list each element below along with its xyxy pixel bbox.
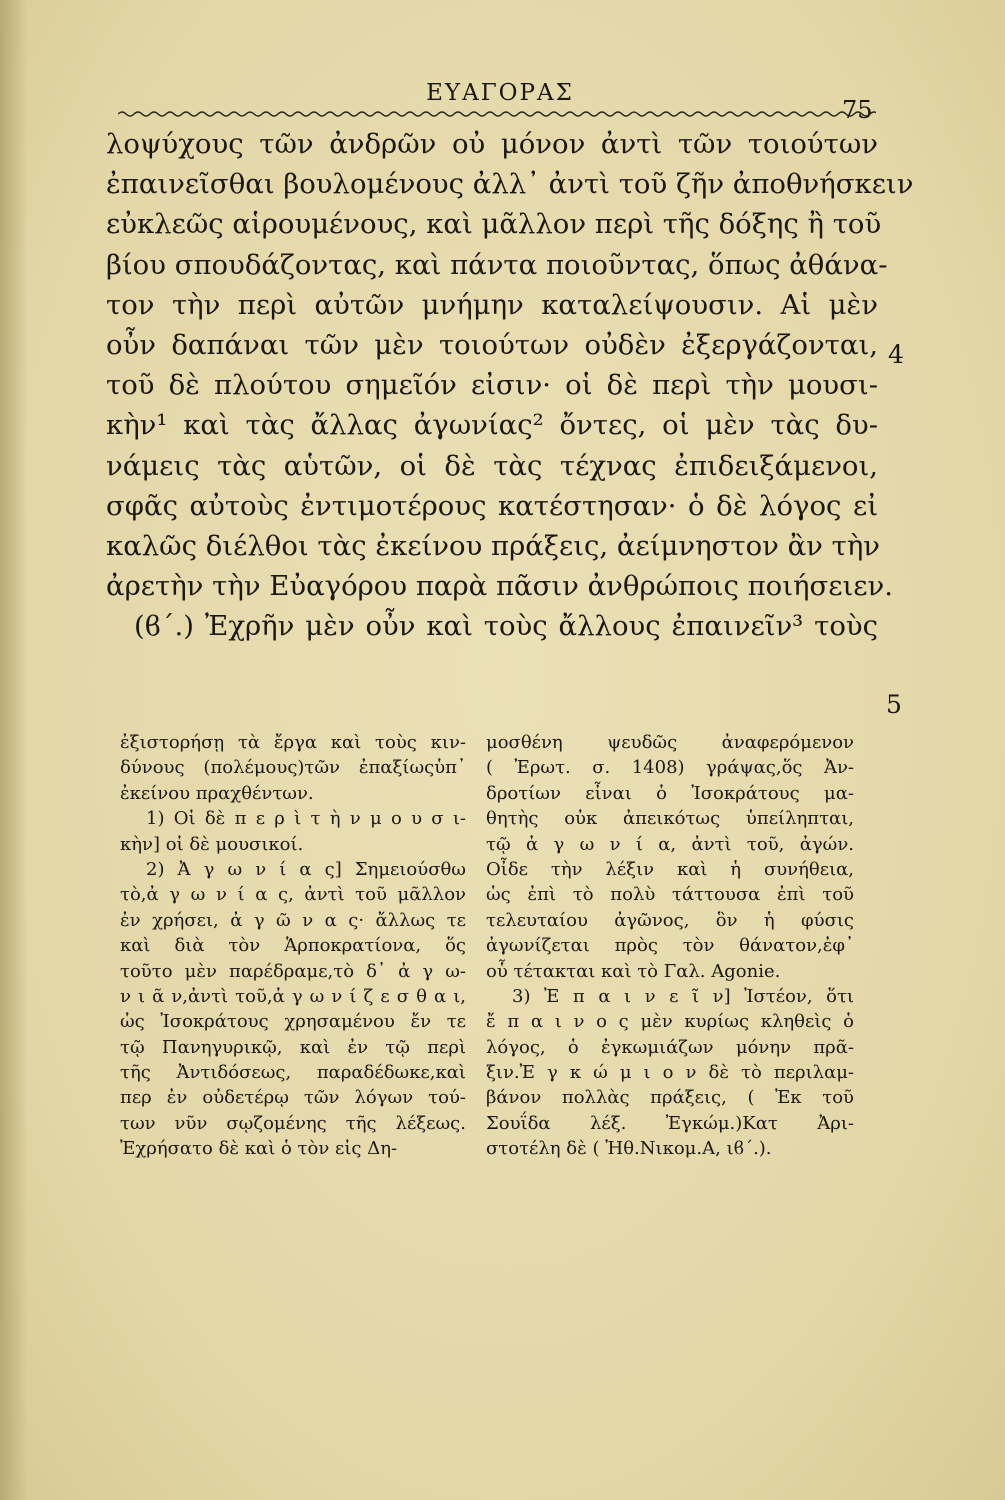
main-text-line: λοψύχους τῶν ἀνδρῶν οὐ μόνον ἀντὶ τῶν τοιούτων xyxy=(106,128,878,160)
footnote-line: ξιν.Ἐ γ κ ώ μ ι ο ν δὲ τὸ περιλαμ- xyxy=(486,1062,854,1084)
footnote-line: Ἐχρήσατο δὲ καὶ ὁ τὸν εἰς Δη- xyxy=(120,1138,398,1160)
main-text-line: καλῶς διέλθοι τὰς ἐκείνου πράξεις, ἀείμνηστον ἂν τὴν xyxy=(106,529,881,562)
main-text xyxy=(106,124,914,646)
margin-section-number: 5 xyxy=(886,690,902,719)
footnote-line: δροτίων εἶναι ὁ Ἰσοκράτους μα- xyxy=(486,782,854,804)
footnote-line: ὡς Ἰσοκράτους χρησαμένου ἔν τε xyxy=(120,1011,466,1033)
footnote-line: τοῦτο μὲν παρέδραμε,τὸ δ᾽ ἀ γ ω- xyxy=(120,960,466,982)
main-text-line: (ϐ΄.) Ἐχρῆν μὲν οὖν καὶ τοὺς ἄλλους ἐπαινεῖν³ τοὺς xyxy=(134,610,878,643)
main-text-line: βίου σπουδάζοντας, καὶ πάντα ποιοῦντας, ὅπως ἀθάνα- xyxy=(106,248,888,281)
page-gutter-shadow xyxy=(0,0,28,1500)
margin-section-number: 4 xyxy=(888,340,904,369)
running-title: ΕΥΑΓΟΡΑΣ xyxy=(426,80,574,106)
footnotes-left-column xyxy=(120,730,466,1162)
footnote-line: ἐξιστορήσῃ τὰ ἔργα καὶ τοὺς κιν- xyxy=(120,732,466,753)
page-number: 75 xyxy=(842,96,873,124)
main-text-line: οὖν δαπάναι τῶν μὲν τοιούτων οὐδὲν ἐξεργάζονται, xyxy=(106,328,878,361)
footnote-line: θητὴς οὐκ ἀπεικότως ὑπείληπται, xyxy=(486,808,854,830)
footnote-line: στοτέλη δὲ ( Ἠθ.Νικομ.Α, ιϐ΄.). xyxy=(486,1138,772,1160)
main-text-line: εὐκλεῶς αἱρουμένους, καὶ μᾶλλον περὶ τῆς δόξης ἢ τοῦ xyxy=(106,208,882,241)
footnote-line: ὡς ἐπὶ τὸ πολὺ τάττουσα ἐπὶ τοῦ xyxy=(486,884,854,906)
main-text-line: νάμεις τὰς αὑτῶν, οἱ δὲ τὰς τέχνας ἐπιδειξάμενοι, xyxy=(106,449,878,482)
footnote-line: λόγος, ὁ ἐγκωμιάζων μόνην πρᾶ- xyxy=(486,1036,854,1058)
footnote-line: ν ι ᾶ ν,ἀντὶ τοῦ,ἀ γ ω ν ί ζ ε σ θ α ι, xyxy=(120,985,466,1007)
main-text-line: τον τὴν περὶ αὐτῶν μνήμην καταλείψουσιν. Αἱ μὲν xyxy=(106,288,878,321)
footnote-line: κὴν] οἱ δὲ μουσικοί. xyxy=(120,833,304,855)
main-text-line: τοῦ δὲ πλούτου σημεῖόν εἰσιν· οἱ δὲ περὶ τὴν μουσι- xyxy=(106,369,878,402)
footnote-line: δύνους (πολέμους)τῶν ἐπαξίωςὑπ᾽ xyxy=(120,757,466,779)
footnote-line: ἔ π α ι ν ο ς μὲν κυρίως κληθεὶς ὁ xyxy=(486,1011,854,1033)
footnote-line: Σουΐδα λέξ. Ἐγκώμ.)Κατ Ἀρι- xyxy=(486,1112,854,1134)
footnote-line: ἐκείνου πραχθέντων. xyxy=(120,782,314,804)
main-text-line: σφᾶς αὐτοὺς ἐντιμοτέρους κατέστησαν· ὁ δὲ λόγος εἰ xyxy=(106,489,878,522)
main-text-line: ἐπαινεῖσθαι βουλομένους ἀλλ᾽ ἀντὶ τοῦ ζῆν ἀποθνήσκειν xyxy=(106,168,914,201)
footnote-line: καὶ διὰ τὸν Ἁρποκρατίονα, ὅς xyxy=(120,935,466,957)
footnote-line: 1) Οἱ δὲ π ε ρ ὶ τ ὴ ν μ ο υ σ ι- xyxy=(146,808,466,830)
footnote-line: Οἶδε τὴν λέξιν καὶ ἡ συνήθεια, xyxy=(486,858,854,880)
footnote-line: 2) Ἀ γ ω ν ί α ς] Σημειούσθω xyxy=(146,858,466,880)
footnote-line: βάνον πολλὰς πράξεις, ( Ἐκ τοῦ xyxy=(486,1087,854,1109)
footnote-line: τῆς Ἀντιδόσεως, παραδέδωκε,καὶ xyxy=(120,1062,466,1084)
footnote-line: τὸ,ἀ γ ω ν ί α ς, ἀντὶ τοῦ μᾶλλον xyxy=(120,884,466,906)
main-text-line: ἀρετὴν τὴν Εὐαγόρου παρὰ πᾶσιν ἀνθρώποις ποιήσειεν. xyxy=(106,570,893,603)
footnote-line: 3) Ἐ π α ι ν ε ῖ ν] Ἰστέον, ὅτι xyxy=(512,985,854,1007)
header-wavy-rule xyxy=(118,106,876,122)
footnote-line: τελευταίου ἀγῶνος, ὃν ἡ φύσις xyxy=(486,909,854,931)
main-text-line: κὴν¹ καὶ τὰς ἄλλας ἀγωνίας² ὄντες, οἱ μὲν τὰς δυ- xyxy=(106,409,878,442)
footnote-line: μοσθένη ψευδῶς ἀναφερόμενον xyxy=(486,732,854,753)
footnotes-right-column xyxy=(486,730,854,1162)
footnote-line: ἐν χρήσει, ἀ γ ῶ ν α ς· ἄλλως τε xyxy=(120,909,466,931)
footnote-line: τῷ Πανηγυρικῷ, καὶ ἐν τῷ περὶ xyxy=(120,1036,466,1058)
footnote-line: ( Ἐρωτ. σ. 1408) γράψας,ὅς Ἀν- xyxy=(486,757,854,779)
footnote-line: περ ἐν οὐδετέρῳ τῶν λόγων τού- xyxy=(120,1087,466,1109)
footnote-line: τῷ ἀ γ ω ν ί α, ἀντὶ τοῦ, ἀγών. xyxy=(486,833,854,855)
footnote-line: ἀγωνίζεται πρὸς τὸν θάνατον,ἐφ᾽ xyxy=(486,935,854,957)
footnote-line: των νῦν σῳζομένης τῆς λέξεως. xyxy=(120,1112,466,1134)
footnote-line: οὗ τέτακται καὶ τὸ Γαλ. Agonie. xyxy=(486,960,781,982)
